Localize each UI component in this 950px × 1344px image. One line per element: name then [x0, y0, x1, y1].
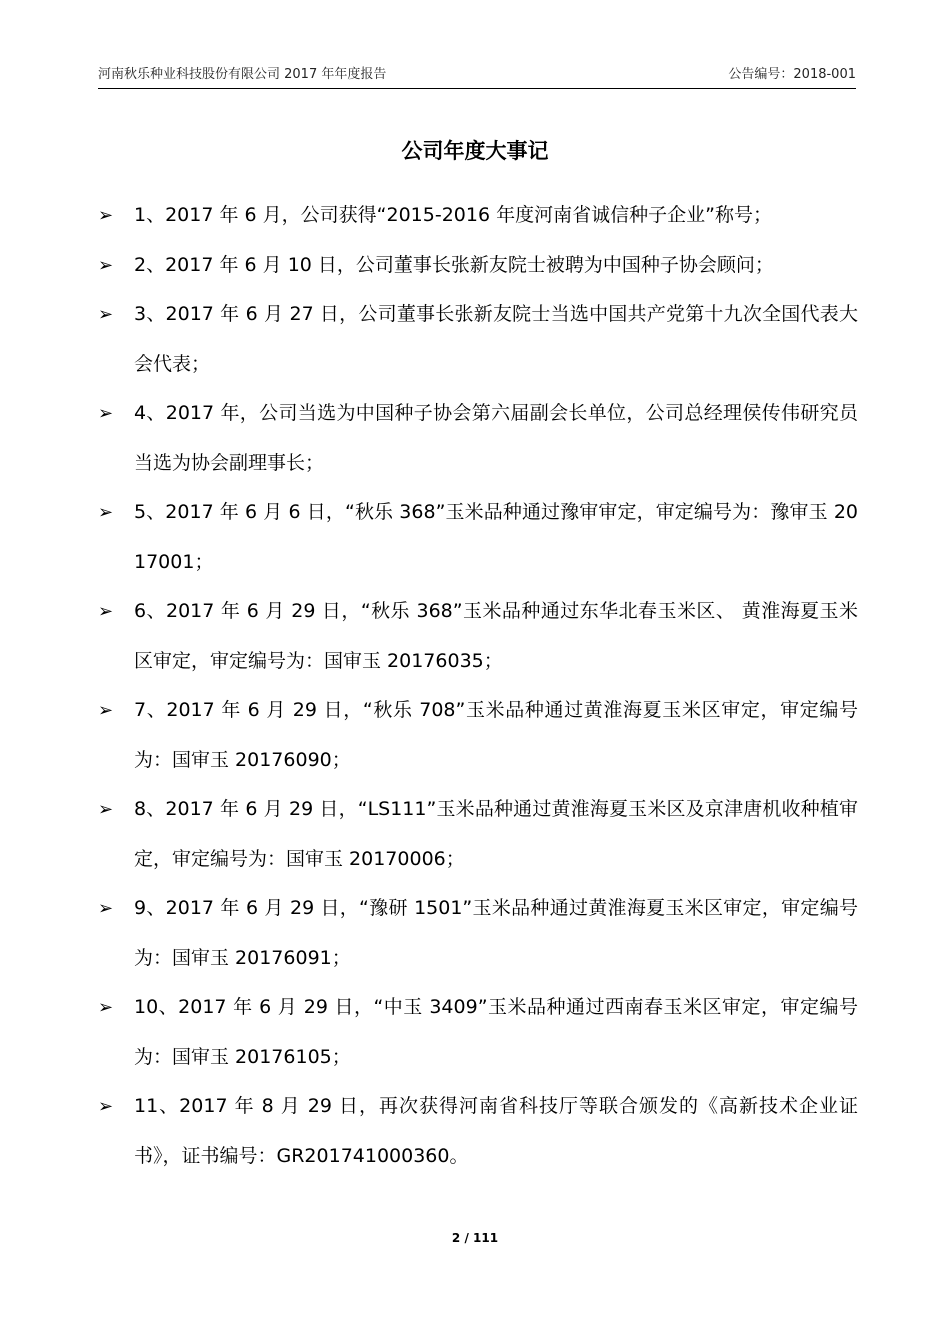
- arrow-bullet-icon: ➢: [98, 403, 114, 424]
- list-item: [98, 389, 858, 488]
- list-item: [98, 983, 858, 1082]
- event-text: 8、2017 年 6 月 29 日，“LS111”玉米品种通过黄淮海夏玉米区及京津唐机收种植审定，审定编号为：国审玉 20170006；: [134, 798, 858, 870]
- event-text: 2、2017 年 6 月 10 日，公司董事长张新友院士被聘为中国种子协会顾问；: [134, 253, 774, 276]
- page-number: 2 / 111: [451, 1231, 499, 1245]
- arrow-bullet-icon: ➢: [98, 799, 114, 820]
- list-item: [98, 785, 858, 884]
- page-title: 公司年度大事记: [401, 139, 549, 163]
- list-item: [98, 241, 858, 291]
- event-text: 1、2017 年 6 月，公司获得“2015-2016 年度河南省诚信种子企业”称号；: [134, 204, 772, 226]
- event-text: 10、2017 年 6 月 29 日，“中玉 3409”玉米品种通过西南春玉米区审定，审定编号为：国审玉 20176105；: [134, 996, 858, 1068]
- announcement-number: 公告编号：2018-001: [728, 67, 856, 82]
- arrow-bullet-icon: ➢: [98, 997, 114, 1018]
- list-item: [98, 884, 858, 983]
- report-title: 河南秋乐种业科技股份有限公司 2017 年年度报告: [98, 67, 387, 82]
- list-item: [98, 1082, 858, 1181]
- list-item: [98, 191, 858, 241]
- arrow-bullet-icon: ➢: [98, 205, 114, 226]
- event-text: 9、2017 年 6 月 29 日，“豫研 1501”玉米品种通过黄淮海夏玉米区审定，审定编号为：国审玉 20176091；: [134, 897, 858, 969]
- event-text: 5、2017 年 6 月 6 日，“秋乐 368”玉米品种通过豫审审定，审定编号为：豫审玉 2017001；: [134, 501, 858, 573]
- event-text: 4、2017 年，公司当选为中国种子协会第六届副会长单位，公司总经理侯传伟研究员当选为协会副理事长；: [134, 402, 858, 474]
- page-header: [98, 66, 856, 89]
- arrow-bullet-icon: ➢: [98, 898, 114, 919]
- event-text: 6、2017 年 6 月 29 日，“秋乐 368”玉米品种通过东华北春玉米区、 黄淮海夏玉米区审定，审定编号为：国审玉 20176035；: [134, 600, 858, 672]
- list-item: [98, 290, 858, 389]
- arrow-bullet-icon: ➢: [98, 1096, 114, 1117]
- event-list: [98, 191, 858, 1181]
- arrow-bullet-icon: ➢: [98, 601, 114, 622]
- arrow-bullet-icon: ➢: [98, 304, 114, 325]
- event-text: 3、2017 年 6 月 27 日，公司董事长张新友院士当选中国共产党第十九次全国代表大会代表；: [134, 303, 858, 375]
- list-item: [98, 686, 858, 785]
- list-item: [98, 488, 858, 587]
- list-item: [98, 587, 858, 686]
- arrow-bullet-icon: ➢: [98, 700, 114, 721]
- arrow-bullet-icon: ➢: [98, 254, 114, 276]
- event-text: 7、2017 年 6 月 29 日，“秋乐 708”玉米品种通过黄淮海夏玉米区审定，审定编号为：国审玉 20176090；: [134, 699, 858, 771]
- event-text: 11、2017 年 8 月 29 日，再次获得河南省科技厅等联合颁发的《高新技术企业证书》，证书编号：GR201741000360。: [134, 1095, 858, 1167]
- arrow-bullet-icon: ➢: [98, 502, 114, 523]
